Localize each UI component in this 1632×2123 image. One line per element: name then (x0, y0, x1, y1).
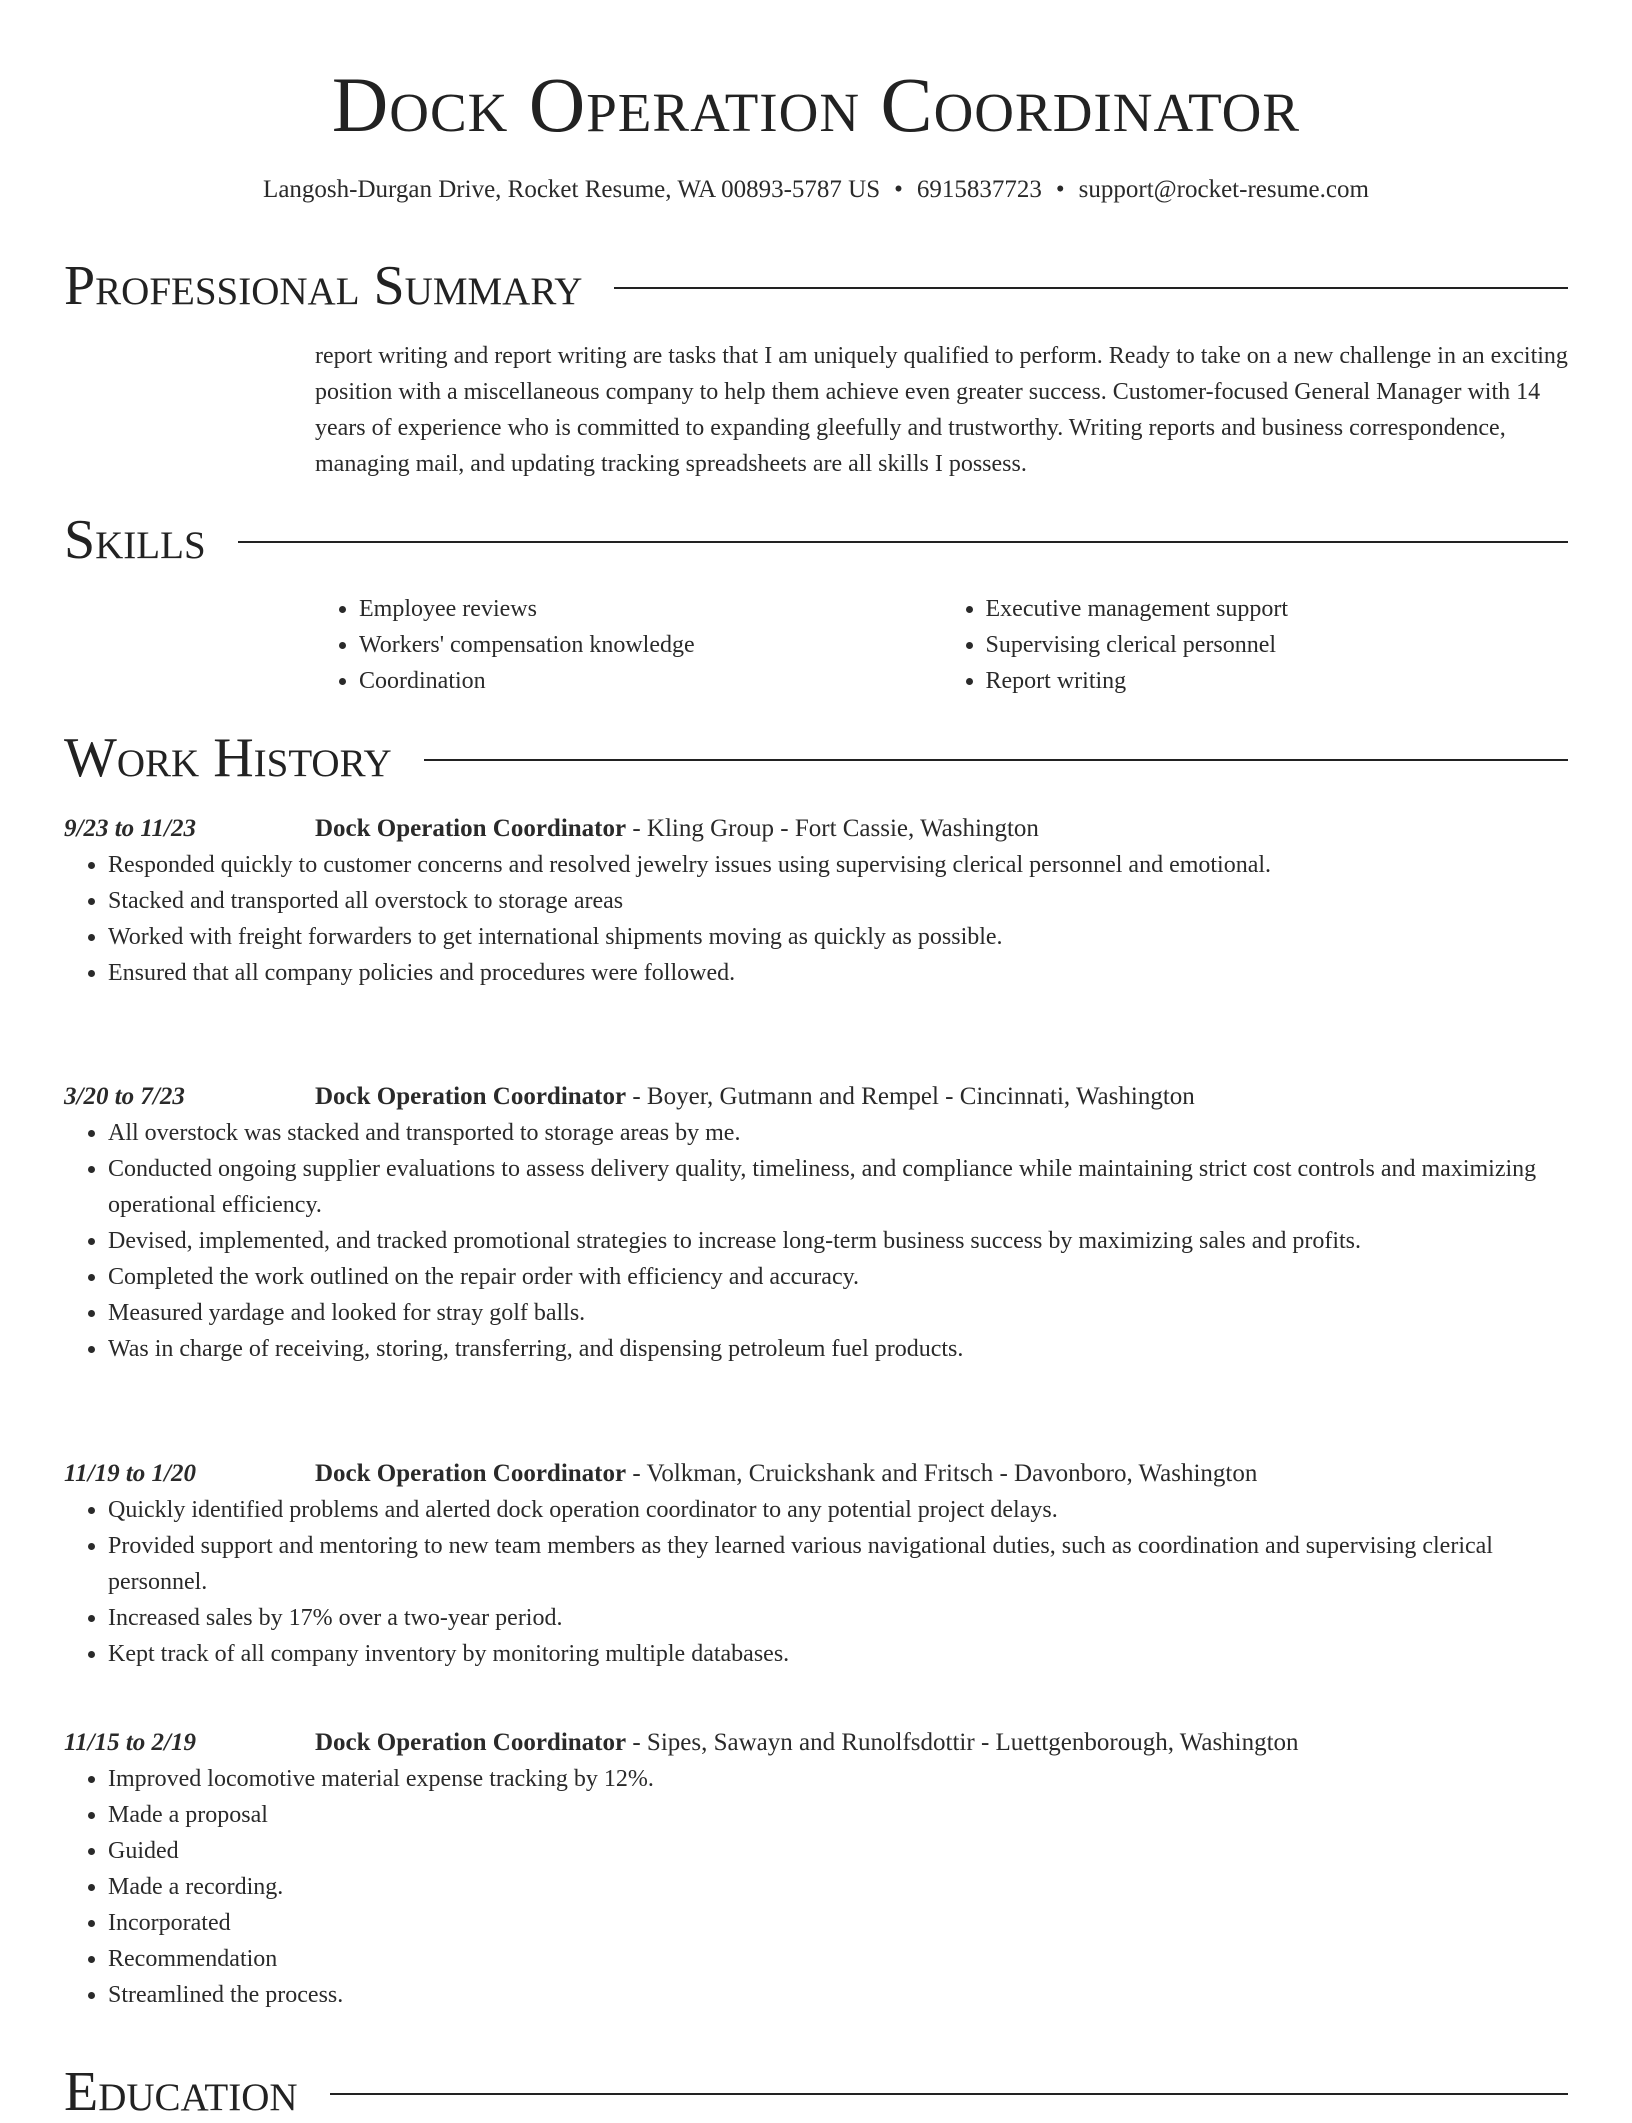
job-bullet: • Responded quickly to customer concerns and resolved jewelry issues using supervising clerical personnel and emotional. (108, 847, 1568, 883)
job-bullet: • Guided (108, 1833, 1568, 1869)
work-section-title: Work History (64, 727, 392, 789)
job-bullet: • Made a recording. (108, 1869, 1568, 1905)
skill-item: • Executive management support (986, 591, 1569, 627)
job-employer-location: - Boyer, Gutmann and Rempel - Cincinnati, Washington (626, 1083, 1195, 1110)
section-divider (424, 759, 1568, 761)
job-bullet: • Stacked and transported all overstock to storage areas (108, 883, 1568, 919)
job-entry (64, 811, 1568, 991)
section-divider (330, 2093, 1568, 2095)
job-header (64, 1079, 1568, 1115)
job-bullet: • Improved locomotive material expense tracking by 12%. (108, 1761, 1568, 1797)
summary-text: report writing and report writing are tasks that I am uniquely qualified to perform. Ready to take on a new challenge in an exciting position with a miscellaneous company to help them achieve even greater success. Customer-focused General Manager with 14 years of experience who is committed to expanding gleefully and trustworthy. Writing reports and business correspondence, managing mail, and updating tracking spreadsheets are all skills I possess. (315, 343, 1568, 477)
job-bullet: • Worked with freight forwarders to get international shipments moving as quickly as possible. (108, 919, 1568, 955)
job-dates: 9/23 to 11/23 (64, 815, 196, 842)
skill-item: • Employee reviews (359, 591, 942, 627)
skill-item: • Workers' compensation knowledge (359, 627, 942, 663)
contact-phone: 6915837723 (916, 176, 1042, 203)
job-entry (64, 1456, 1568, 1672)
job-bullet: • Was in charge of receiving, storing, transferring, and dispensing petroleum fuel products. (108, 1331, 1568, 1367)
job-bullet: • Increased sales by 17% over a two-year period. (108, 1600, 1568, 1636)
section-divider (238, 541, 1568, 543)
candidate-name: Dock Operation Coordinator (331, 61, 1301, 148)
skills-section-header (64, 510, 1568, 570)
skill-item: • Report writing (986, 663, 1569, 699)
job-header (64, 1456, 1568, 1492)
job-bullet: • All overstock was stacked and transported to storage areas by me. (108, 1115, 1568, 1151)
job-entry (64, 1725, 1568, 2013)
education-section-header (64, 2062, 1568, 2122)
job-bullet: • Provided support and mentoring to new team members as they learned various navigational duties, such as coordination and supervising clerical personnel. (108, 1528, 1568, 1600)
section-divider (614, 287, 1568, 289)
job-bullets (64, 1492, 1568, 1672)
job-bullet: • Streamlined the process. (108, 1977, 1568, 2013)
job-title: Dock Operation Coordinator (315, 1729, 627, 1756)
contact-line (0, 174, 1632, 206)
job-dates: 11/15 to 2/19 (64, 1729, 196, 1756)
job-title: Dock Operation Coordinator (315, 1460, 627, 1487)
summary-section-header (64, 256, 1568, 316)
skills-section-title: Skills (64, 509, 206, 571)
job-bullet: • Quickly identified problems and alerted dock operation coordinator to any potential project delays. (108, 1492, 1568, 1528)
job-employer-location: - Volkman, Cruickshank and Fritsch - Davonboro, Washington (626, 1460, 1258, 1487)
contact-email: support@rocket-resume.com (1078, 176, 1369, 203)
contact-separator: • (894, 176, 903, 203)
job-bullet: • Devised, implemented, and tracked promotional strategies to increase long-term business success by maximizing sales and profits. (108, 1223, 1568, 1259)
job-bullets (64, 1761, 1568, 2013)
job-bullet: • Recommendation (108, 1941, 1568, 1977)
job-bullets (64, 1115, 1568, 1367)
job-bullets (64, 847, 1568, 991)
skills-column-left (315, 591, 942, 699)
job-bullet: • Incorporated (108, 1905, 1568, 1941)
job-bullet: • Kept track of all company inventory by monitoring multiple databases. (108, 1636, 1568, 1672)
job-header (64, 1725, 1568, 1761)
job-bullet: • Ensured that all company policies and procedures were followed. (108, 955, 1568, 991)
job-bullet: • Conducted ongoing supplier evaluations to assess delivery quality, timeliness, and compliance while maintaining strict cost controls and maximizing operational efficiency. (108, 1151, 1568, 1223)
contact-separator: • (1055, 176, 1065, 203)
job-employer-location: - Sipes, Sawayn and Runolfsdottir - Luettgenborough, Washington (626, 1729, 1299, 1756)
job-entry (64, 1079, 1568, 1367)
work-section-header (64, 728, 1568, 788)
job-header (64, 811, 1568, 847)
job-title: Dock Operation Coordinator (315, 815, 627, 842)
job-bullet: • Completed the work outlined on the repair order with efficiency and accuracy. (108, 1259, 1568, 1295)
skills-column-right (942, 591, 1569, 699)
skill-item: • Coordination (359, 663, 942, 699)
contact-address: Langosh-Durgan Drive, Rocket Resume, WA 00893-5787 US (263, 176, 881, 203)
job-title: Dock Operation Coordinator (315, 1083, 627, 1110)
summary-section-title: Professional Summary (64, 255, 583, 317)
skill-item: • Supervising clerical personnel (986, 627, 1569, 663)
skills-list (315, 591, 1568, 699)
education-section-title: Education (64, 2061, 298, 2123)
job-bullet: • Measured yardage and looked for stray golf balls. (108, 1295, 1568, 1331)
job-employer-location: - Kling Group - Fort Cassie, Washington (626, 815, 1039, 842)
job-dates: 3/20 to 7/23 (64, 1083, 185, 1110)
job-dates: 11/19 to 1/20 (64, 1460, 196, 1487)
job-bullet: • Made a proposal (108, 1797, 1568, 1833)
